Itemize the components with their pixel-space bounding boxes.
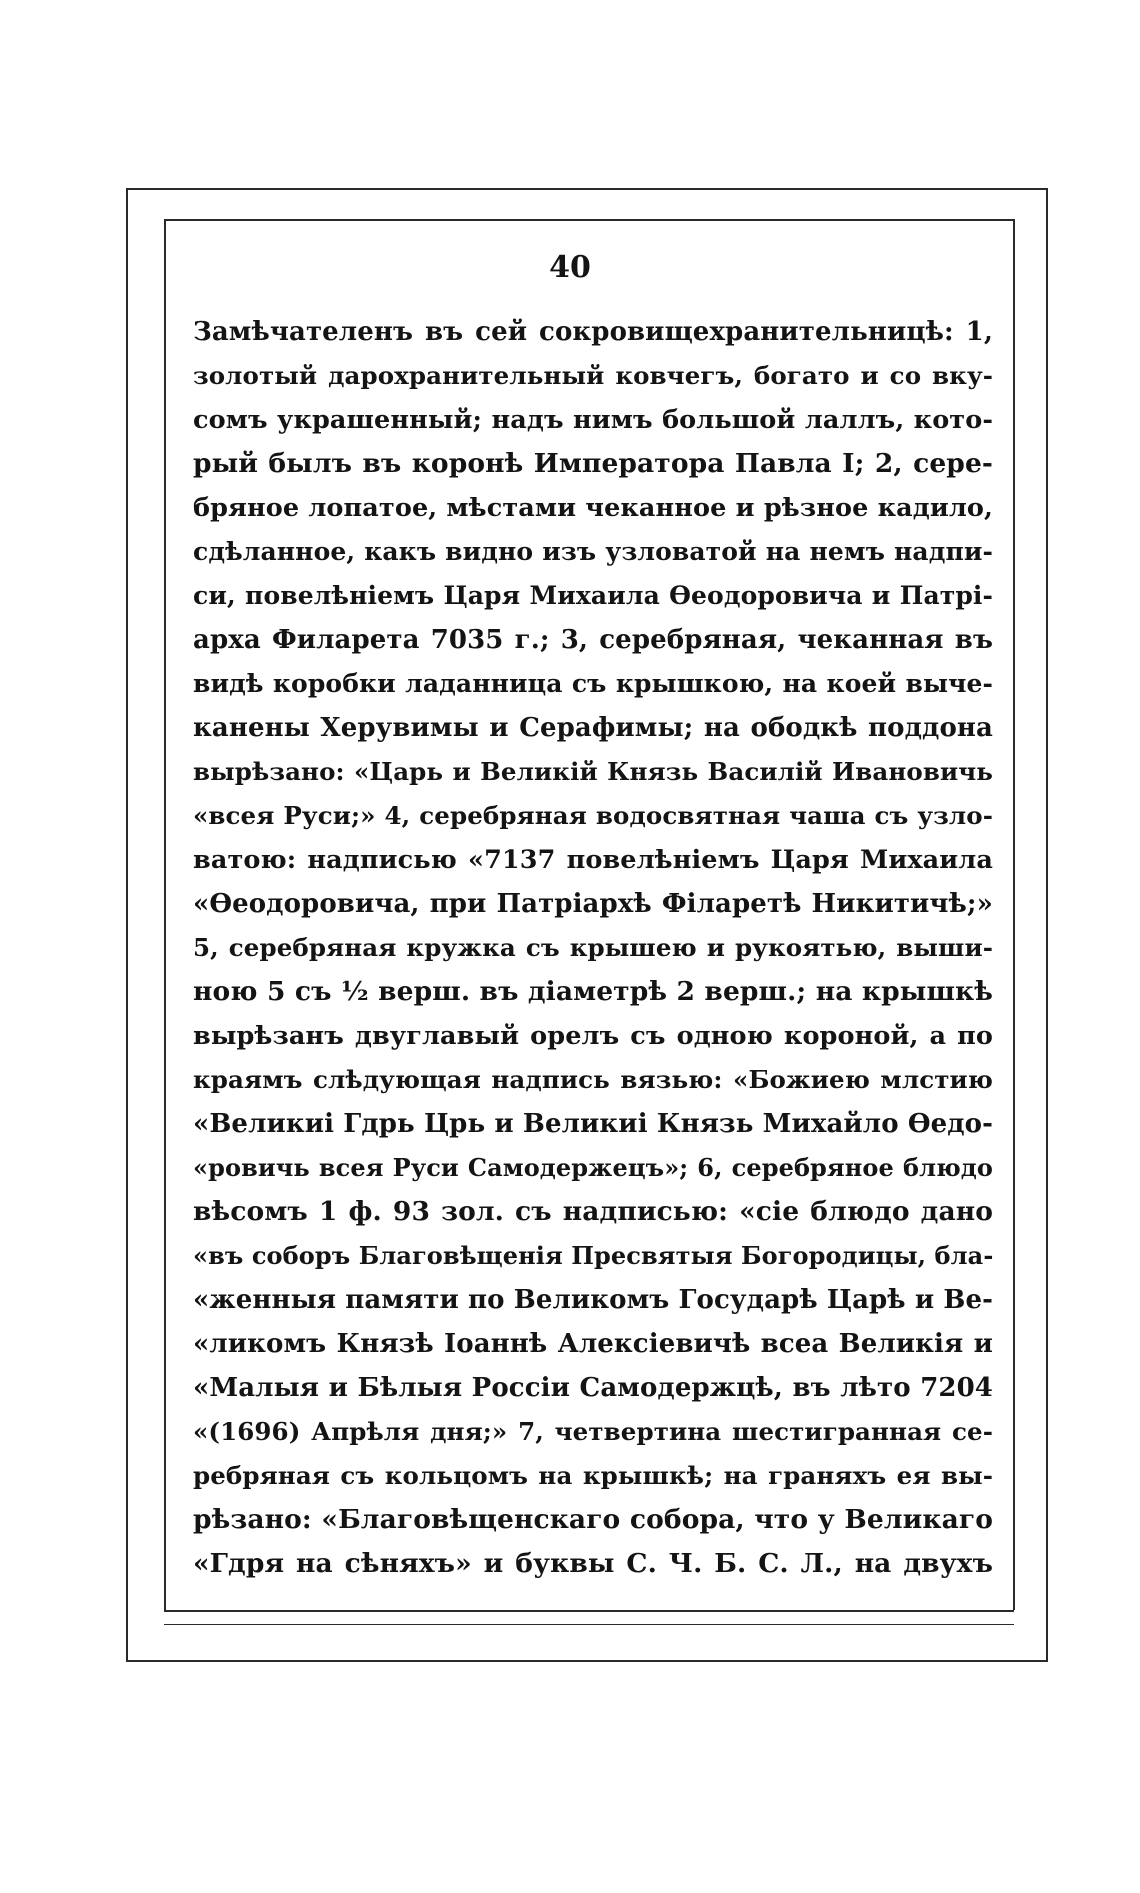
frame-outer-right: [1046, 188, 1048, 1660]
text-line: золотый дарохранительный ковчегъ, богато и со вку-: [193, 361, 993, 390]
text-line: «въ соборъ Благовѣщенія Пресвятыя Богородицы, бла-: [193, 1241, 994, 1270]
text-line: ребряная съ кольцомъ на крышкѣ; на граняхъ ея вы-: [193, 1461, 993, 1490]
text-line: ною 5 съ ½ верш. въ діаметрѣ 2 верш.; на крышкѣ: [193, 976, 993, 1007]
text-line: канены Херувимы и Серафимы; на ободкѣ поддона: [193, 713, 993, 743]
text-line: видѣ коробки ладанница съ крышкою, на коей выче-: [193, 669, 993, 698]
page-number: 40: [549, 250, 591, 285]
frame-outer-top: [126, 188, 1048, 190]
frame-inner-left: [164, 219, 166, 1610]
body-text: [193, 310, 993, 1586]
text-line: вырѣзано: «Царь и Великій Князь Василій Ивановичь: [193, 757, 993, 786]
text-line: «Ѳеодоровича, при Патріархѣ Філаретѣ Никитичѣ;»: [193, 889, 993, 919]
frame-inner-bottom-rule: [164, 1624, 1014, 1625]
frame-inner-bottom: [164, 1610, 1014, 1612]
text-line: «ровичь всея Руси Самодержецъ»; 6, серебряное блюдо: [193, 1153, 993, 1182]
text-line: рый былъ въ коронѣ Императора Павла I; 2, сере-: [193, 448, 993, 479]
text-line: краямъ слѣдующая надпись вязью: «Божиею млстию: [193, 1065, 993, 1094]
text-line: «женныя памяти по Великомъ Государѣ Царѣ и Ве-: [193, 1285, 993, 1315]
text-line: «Гдря на сѣняхъ» и буквы С. Ч. Б. С. Л., на двухъ: [193, 1548, 993, 1579]
frame-outer-bottom: [126, 1660, 1048, 1662]
frame-inner-top: [164, 219, 1014, 221]
text-line: 5, серебряная кружка съ крышею и рукоятью, выши-: [193, 933, 993, 962]
text-line: арха Филарета 7035 г.; 3, серебряная, чеканная въ: [193, 625, 993, 655]
text-line: бряное лопатое, мѣстами чеканное и рѣзное кадило,: [193, 493, 993, 523]
text-line: «ликомъ Князѣ Іоаннѣ Алексіевичѣ всеа Великія и: [193, 1329, 993, 1359]
frame-outer-left: [126, 188, 128, 1660]
text-line: «всея Руси;» 4, серебряная водосвятная чаша съ узло-: [193, 801, 993, 830]
text-line: вырѣзанъ двуглавый орелъ съ одною короной, а по: [193, 1021, 993, 1051]
text-line: сомъ украшенный; надъ нимъ большой лаллъ, кото-: [193, 405, 993, 435]
text-line: ватою: надписью «7137 повелѣніемъ Царя Михаила: [193, 845, 993, 875]
text-line: сдѣланное, какъ видно изъ узловатой на немъ надпи-: [193, 537, 993, 566]
text-line: Замѣчателенъ въ сей сокровищехранительницѣ: 1,: [193, 317, 993, 347]
frame-inner-right: [1013, 219, 1015, 1610]
text-line: «Великиі Гдрь Црь и Великиі Князь Михайло Ѳедо-: [193, 1109, 993, 1139]
text-line: «Малыя и Бѣлыя Россіи Самодержцѣ, въ лѣто 7204: [193, 1373, 993, 1403]
text-line: вѣсомъ 1 ф. 93 зол. съ надписью: «сіе блюдо дано: [193, 1196, 993, 1227]
text-line: рѣзано: «Благовѣщенскаго собора, что у Великаго: [193, 1504, 993, 1535]
text-line: си, повелѣніемъ Царя Михаила Ѳеодоровича и Патрі-: [193, 581, 993, 610]
text-line: «(1696) Апрѣля дня;» 7, четвертина шестигранная се-: [193, 1417, 993, 1446]
